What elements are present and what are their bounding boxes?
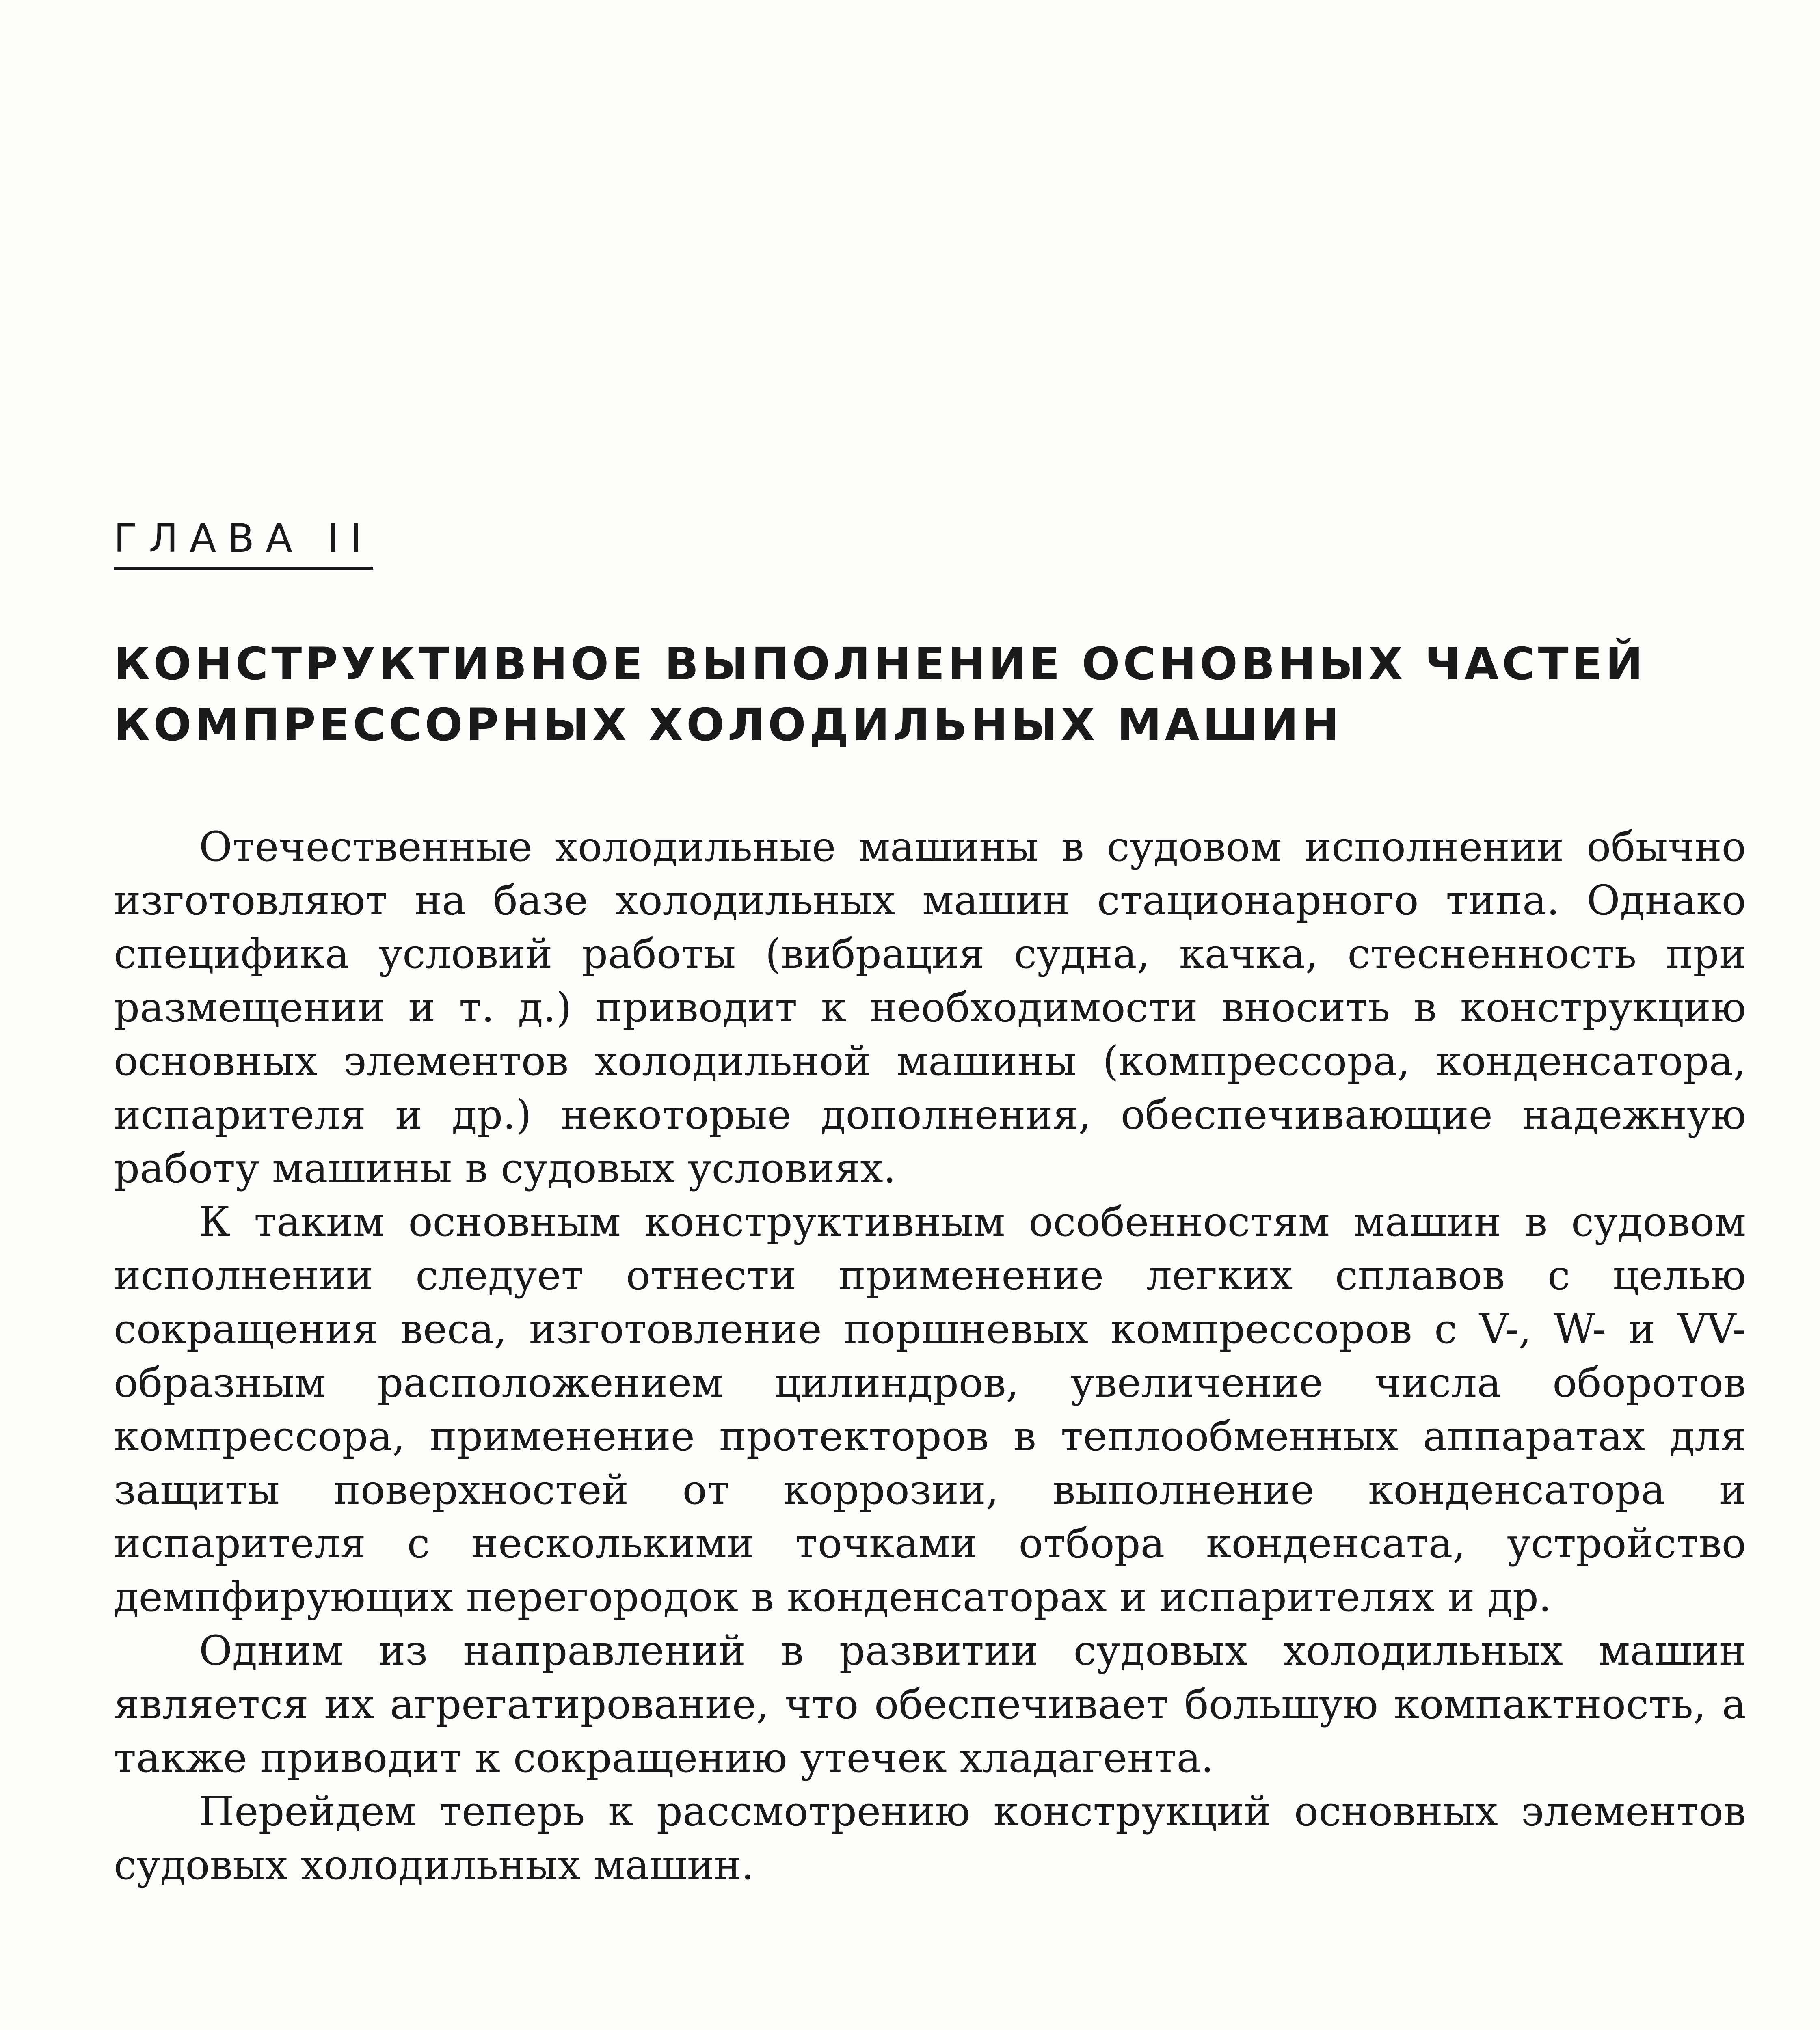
paragraph: Перейдем теперь к рассмотрению конструкций основных элементов судовых холодильных машин. (114, 1788, 1746, 1889)
chapter-title-line-2: КОМПРЕССОРНЫХ ХОЛОДИЛЬНЫХ МАШИН (114, 699, 1342, 751)
intro-text (114, 820, 1746, 1892)
chapter-title-line-1: КОНСТРУКТИВНОЕ ВЫПОЛНЕНИЕ ОСНОВНЫХ ЧАСТЕЙ (114, 638, 1646, 690)
paragraph: Одним из направлений в развитии судовых холодильных машин является их агрегатирование, что обеспечивает большую компактность, а также приводит к сокращению утечек хладагента. (114, 1627, 1746, 1782)
paragraph: К таким основным конструктивным особенностям машин в судовом исполнении следует отнести применение легких сплавов с целью сокращения веса, изготовление поршневых компрессоров с V-, W- и VV-образным расположением цилиндров, увеличение числа оборотов компрессора, применение протекторов в теплообменных аппаратах для защиты поверхностей от коррозии, выполнение конденсатора и испарителя с несколькими точками отбора конденсата, устройство демпфирующих перегородок в конденсаторах и испарителях и др. (114, 1198, 1746, 1621)
chapter-label: ГЛАВА II (114, 516, 373, 570)
paragraph: Отечественные холодильные машины в судовом исполнении обычно изготовляют на базе холодильных машин стационарного типа. Однако специфика условий работы (вибрация судна, качка, стесненность при размещении и т. д.) приводит к необходимости вносить в конструкцию основных элементов холодильной машины (компрессора, конденсатора, испарителя и др.) некоторые дополнения, обеспечивающие надежную работу машины в судовых условиях. (114, 823, 1746, 1192)
chapter-title (114, 633, 1746, 755)
